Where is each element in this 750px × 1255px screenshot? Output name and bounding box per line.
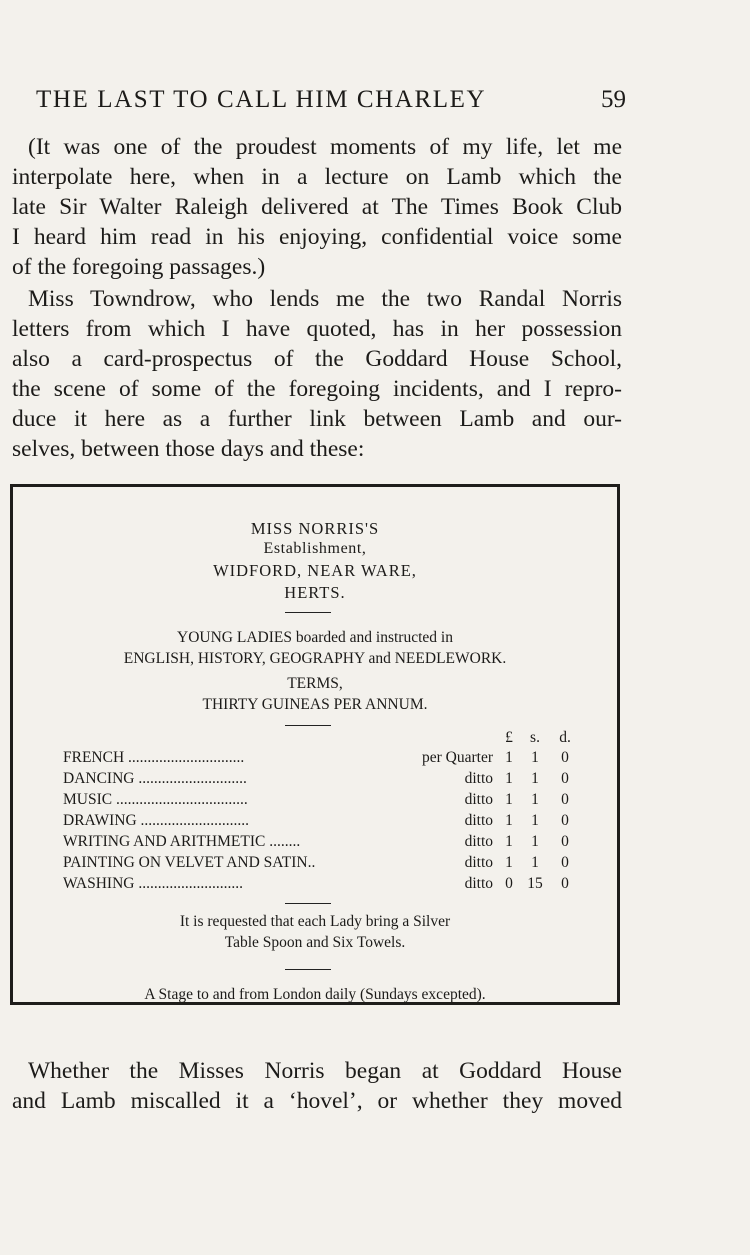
running-head-title: THE LAST TO CALL HIM CHARLEY xyxy=(36,86,487,113)
fee-row xyxy=(63,770,583,790)
prospectus-county: HERTS. xyxy=(284,583,346,602)
pounds-header: £ xyxy=(505,729,513,746)
text-line: selves, between those days and these: xyxy=(12,436,365,462)
fee-pounds: 1 xyxy=(505,749,513,766)
fee-term: ditto xyxy=(464,812,493,829)
text-line: Miss Towndrow, who lends me the two Randal Norris xyxy=(28,286,622,312)
text-line: Whether the Misses Norris began at Goddard House xyxy=(28,1058,622,1084)
fee-pounds: 1 xyxy=(505,833,513,850)
fee-shillings: 1 xyxy=(531,833,539,850)
prospectus-establishment: Establishment, xyxy=(263,540,367,557)
fee-item: WRITING AND ARITHMETIC ........ xyxy=(63,833,301,850)
paragraph-goddard xyxy=(12,1056,622,1116)
fee-shillings: 1 xyxy=(531,749,539,766)
text-line: interpolate here, when in a lecture on Lamb which the xyxy=(12,164,622,190)
fee-item: PAINTING ON VELVET AND SATIN.. xyxy=(63,854,316,871)
fee-row xyxy=(63,854,583,874)
fee-pence: 0 xyxy=(561,854,569,871)
prospectus-terms-label: TERMS, xyxy=(287,675,343,692)
prospectus-subjects: ENGLISH, HISTORY, GEOGRAPHY and NEEDLEWORK. xyxy=(123,650,507,667)
fee-shillings: 1 xyxy=(531,791,539,808)
text-line: the scene of some of the foregoing incidents, and I repro- xyxy=(12,376,622,402)
fee-shillings: 1 xyxy=(531,812,539,829)
fee-term: per Quarter xyxy=(422,749,493,766)
fee-pounds: 1 xyxy=(505,791,513,808)
prospectus-place: WIDFORD, NEAR WARE, xyxy=(213,561,417,580)
fee-term: ditto xyxy=(464,833,493,850)
fee-item: DRAWING ............................ xyxy=(63,812,250,829)
divider-rule xyxy=(285,969,331,970)
paragraph-raleigh xyxy=(12,132,622,282)
fee-row xyxy=(63,791,583,811)
fee-term: ditto xyxy=(464,791,493,808)
prospectus-request-line-2: Table Spoon and Six Towels. xyxy=(224,934,406,951)
fee-term: ditto xyxy=(464,854,493,871)
shillings-header: s. xyxy=(530,729,540,746)
fee-pounds: 1 xyxy=(505,770,513,787)
divider-rule xyxy=(285,612,331,613)
fee-pence: 0 xyxy=(561,875,569,892)
prospectus-young-ladies: YOUNG LADIES boarded and instructed in xyxy=(177,629,453,646)
text-line: and Lamb miscalled it a ‘hovel’, or whether they moved xyxy=(12,1088,622,1114)
text-line: (It was one of the proudest moments of my life, let me xyxy=(28,134,622,160)
fee-term: ditto xyxy=(464,770,493,787)
text-line: late Sir Walter Raleigh delivered at The Times Book Club xyxy=(12,194,622,220)
text-line: duce it here as a further link between Lamb and our- xyxy=(12,406,622,432)
prospectus-request-line-1: It is requested that each Lady bring a Silver xyxy=(179,913,451,930)
fee-item: DANCING ............................ xyxy=(63,770,247,787)
text-line: of the foregoing passages.) xyxy=(12,254,266,280)
fee-item: FRENCH .............................. xyxy=(63,749,245,766)
prospectus-card xyxy=(10,484,620,1005)
prospectus-name: MISS NORRIS'S xyxy=(250,519,380,538)
divider-rule xyxy=(285,725,331,726)
fee-pence: 0 xyxy=(561,812,569,829)
fee-term: ditto xyxy=(464,875,493,892)
fee-shillings: 1 xyxy=(531,854,539,871)
prospectus-terms-value: THIRTY GUINEAS PER ANNUM. xyxy=(202,696,428,713)
fee-row xyxy=(63,749,583,769)
fee-item: WASHING ........................... xyxy=(63,875,243,892)
divider-rule xyxy=(285,903,331,904)
paragraph-towndrow xyxy=(12,284,622,464)
fee-pence: 0 xyxy=(561,791,569,808)
fee-pounds: 1 xyxy=(505,812,513,829)
fee-shillings: 15 xyxy=(527,875,543,892)
text-line: also a card-prospectus of the Goddard House School, xyxy=(12,346,622,372)
fee-pounds: 0 xyxy=(505,875,513,892)
fee-row xyxy=(63,833,583,853)
prospectus-stage-note: A Stage to and from London daily (Sundays excepted). xyxy=(144,986,486,1003)
text-line: I heard him read in his enjoying, confidential voice some xyxy=(12,224,622,250)
fee-pence: 0 xyxy=(561,770,569,787)
fee-pence: 0 xyxy=(561,833,569,850)
fees-header-row xyxy=(63,729,583,749)
pence-header: d. xyxy=(559,729,571,746)
fee-row xyxy=(63,812,583,832)
fee-pounds: 1 xyxy=(505,854,513,871)
fee-pence: 0 xyxy=(561,749,569,766)
fee-shillings: 1 xyxy=(531,770,539,787)
text-line: letters from which I have quoted, has in her possession xyxy=(12,316,622,342)
fee-item: MUSIC .................................. xyxy=(63,791,248,808)
fee-row xyxy=(63,875,583,895)
page-number: 59 xyxy=(601,86,626,113)
